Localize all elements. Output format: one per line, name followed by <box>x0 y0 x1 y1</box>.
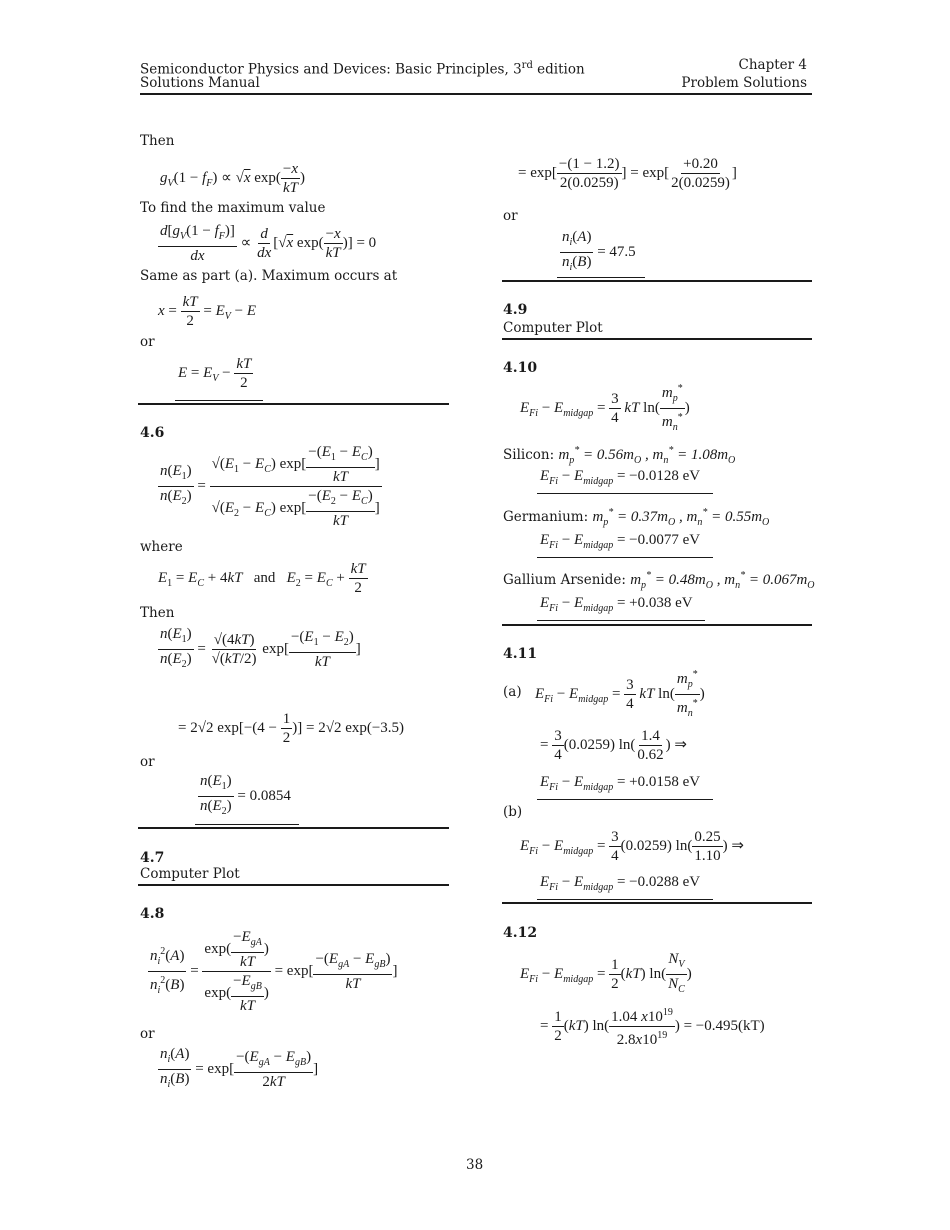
ratio-result-value: = 47.5 <box>597 243 636 260</box>
problem-4-9-heading: 4.9 <box>503 302 528 318</box>
section-rule <box>502 338 812 340</box>
result-underline <box>175 400 263 401</box>
ratio-result-underline <box>557 277 645 278</box>
germanium-result: $E_{Fi} - E_{midgap} = -0.0077$ eV <box>540 532 701 551</box>
equation-derivative: $\frac{d[g_V(1 - f_F)]}{dx}$ ∝ $\frac{d}{dx}$ [√x exp( $\frac{-x}{kT}$ )] = 0 <box>160 223 377 264</box>
problem-4-7-heading: 4.7 <box>140 850 165 866</box>
result-4-11b-value: = −0.0288 eV <box>616 874 701 890</box>
gaas-label: Gallium Arsenide: <box>503 572 626 588</box>
gaas-underline <box>537 620 705 621</box>
problem-4-7-text: Computer Plot <box>140 866 240 882</box>
equation-4-11b: $E_{Fi} - E_{midgap}$ = $\frac{3}{4}$ (0.0259) ln( $\frac{0.25}{1.10}$ ) ⇒ <box>520 829 744 864</box>
find-max-text: To find the maximum value <box>140 200 326 216</box>
problem-4-12-heading: 4.12 <box>503 925 538 941</box>
result-4-11b: $E_{Fi} - E_{midgap} = -0.0288$ eV <box>540 874 701 893</box>
result-4-6-underline <box>195 824 299 825</box>
problem-4-6-heading: 4.6 <box>140 425 165 441</box>
book-title-sup: rd <box>521 60 533 71</box>
same-as-text: Same as part (a). Maximum occurs at <box>140 268 398 284</box>
equation-4-11a-numeric: = $\frac{3}{4}$ (0.0259) ln( $\frac{1.4}{0.62}$ ) ⇒ <box>540 728 687 763</box>
gaas-result: $E_{Fi} - E_{midgap} = +0.038$ eV <box>540 595 693 614</box>
silicon-result-value: = −0.0128 eV <box>616 468 701 484</box>
germanium-line: Germanium: $m_p^* = 0.37m_O$ , $m_n^* = 0.55m_O$ <box>503 507 770 528</box>
equation-4-6-result: $\frac{n(E_1)}{n(E_2)}$ = 0.0854 <box>200 773 291 817</box>
silicon-result: $E_{Fi} - E_{midgap} = -0.0128$ eV <box>540 468 701 487</box>
section-rule <box>138 827 449 829</box>
equation-exp-numeric: = exp[ $\frac{-(1 - 1.2)}{2(0.0259)}$ ] = exp[ $\frac{+0.20}{2(0.0259)}$ ] <box>518 156 737 191</box>
equation-4-11a: $E_{Fi} - E_{midgap}$ = $\frac{3}{4}$ kT ln( $\frac{m_p^*}{m_n^*}$ ) <box>535 666 705 723</box>
part-b-label: (b) <box>503 804 523 820</box>
germanium-underline <box>537 557 713 558</box>
solutions-manual-label: Solutions Manual <box>140 75 260 91</box>
germanium-label: Germanium: <box>503 509 589 525</box>
equation-gv-proportional: $g_V(1 - f_F) \propto √x$ exp( $\frac{-x}{kT}$ ) <box>160 161 306 196</box>
page-number: 38 <box>466 1157 484 1173</box>
equation-ni-squared-ratio: $\frac{n_i^2(A)}{n_i^2(B)}$ = exp( $\frac{-E_{gA}}{kT}$ ) exp( $\frac{-E_{gB}}{kT}$ ) = exp[ $\frac{-(E_{gA} - E_{gB})}{kT}$ ] <box>150 929 398 1014</box>
book-title-edition: edition <box>532 61 585 78</box>
problem-4-11-heading: 4.11 <box>503 646 538 662</box>
result-4-11b-underline <box>537 899 713 900</box>
result-4-11a-underline <box>537 799 713 800</box>
equation-substitution: $\frac{n(E_1)}{n(E_2)}$ = $\frac{√(4kT)}{√(kT/2)}$ exp[ $\frac{-(E_1 - E_2)}{kT}$ ] <box>160 626 361 670</box>
section-rule <box>138 884 449 886</box>
then-label-2: Then <box>140 605 175 621</box>
equation-4-12-numeric: = $\frac{1}{2}$ (kT) ln( $\frac{1.04 x10^{19}}{2.8x10^{19}}$ ) = −0.495(kT) <box>540 1004 765 1049</box>
problem-4-8-heading: 4.8 <box>140 906 165 922</box>
gaas-result-value: = +0.038 eV <box>616 595 693 611</box>
equation-e-result: $E = E_V$ − $\frac{kT}{2}$ <box>178 356 252 391</box>
result-4-11a-value: = +0.0158 eV <box>616 774 701 790</box>
germanium-result-value: = −0.0077 eV <box>616 532 701 548</box>
silicon-line: Silicon: $m_p^* = 0.56m_O$ , $m_n^* = 1.08m_O$ <box>503 445 736 466</box>
equation-x-max: x = $\frac{kT}{2}$ = $E_V - E$ <box>158 294 257 329</box>
where-label: where <box>140 539 183 555</box>
section-label: Problem Solutions <box>681 75 807 91</box>
or-label-right-1: or <box>503 208 518 224</box>
book-title-text: Semiconductor Physics and Devices: Basic Principles, 3 <box>140 61 522 78</box>
equation-e-definitions: $E_1 = E_C + 4kT$ and $E_2 = E_C$ + $\frac{kT}{2}$ <box>158 561 366 596</box>
problem-4-9-text: Computer Plot <box>503 320 603 336</box>
or-label-1: or <box>140 334 155 350</box>
problem-4-10-heading: 4.10 <box>503 360 538 376</box>
equation-n-ratio: $\frac{n(E_1)}{n(E_2)}$ = $√(E_1 - E_C)$ exp[ $\frac{-(E_1 - E_C)}{kT}$ ] $√(E_2 - E_C)$ exp[ $\frac{-(E_2 - E_C)}{kT}$ ] <box>160 444 380 529</box>
gaas-line: Gallium Arsenide: $m_p^* = 0.48m_O$ , $m_n^* = 0.067m_O$ <box>503 570 815 591</box>
or-label-3: or <box>140 1026 155 1042</box>
header-rule <box>140 93 812 95</box>
result-4-12-value: = −0.495(kT) <box>683 1017 765 1034</box>
then-label-1: Then <box>140 133 175 149</box>
silicon-underline <box>537 493 713 494</box>
equation-ratio-result: $\frac{n_i(A)}{n_i(B)}$ = 47.5 <box>562 229 636 273</box>
section-rule <box>502 902 812 904</box>
section-rule <box>138 403 449 405</box>
or-label-2: or <box>140 754 155 770</box>
equation-simplified: = 2√2 exp[−(4 − $\frac{1}{2}$ )] = 2√2 exp(−3.5) <box>178 711 405 746</box>
and-word: and <box>253 569 276 586</box>
result-4-6-value: = 0.0854 <box>237 787 291 804</box>
equation-efi-midgap: $E_{Fi} - E_{midgap}$ = $\frac{3}{4}$ kT ln( $\frac{m_p^*}{m_n^*}$ ) <box>520 380 690 437</box>
result-4-11a: $E_{Fi} - E_{midgap} = +0.0158$ eV <box>540 774 701 793</box>
silicon-label: Silicon: <box>503 447 555 463</box>
part-a-label: (a) <box>503 684 522 700</box>
section-rule <box>502 624 812 626</box>
chapter-label: Chapter 4 <box>738 57 807 73</box>
equation-ni-ratio: $\frac{n_i(A)}{n_i(B)}$ = exp[ $\frac{-(E_{gA} - E_{gB})}{2kT}$ ] <box>160 1046 319 1090</box>
equation-4-12: $E_{Fi} - E_{midgap}$ = $\frac{1}{2}$ (kT) ln( $\frac{N_V}{N_C}$ ) <box>520 951 692 995</box>
section-rule <box>502 280 812 282</box>
